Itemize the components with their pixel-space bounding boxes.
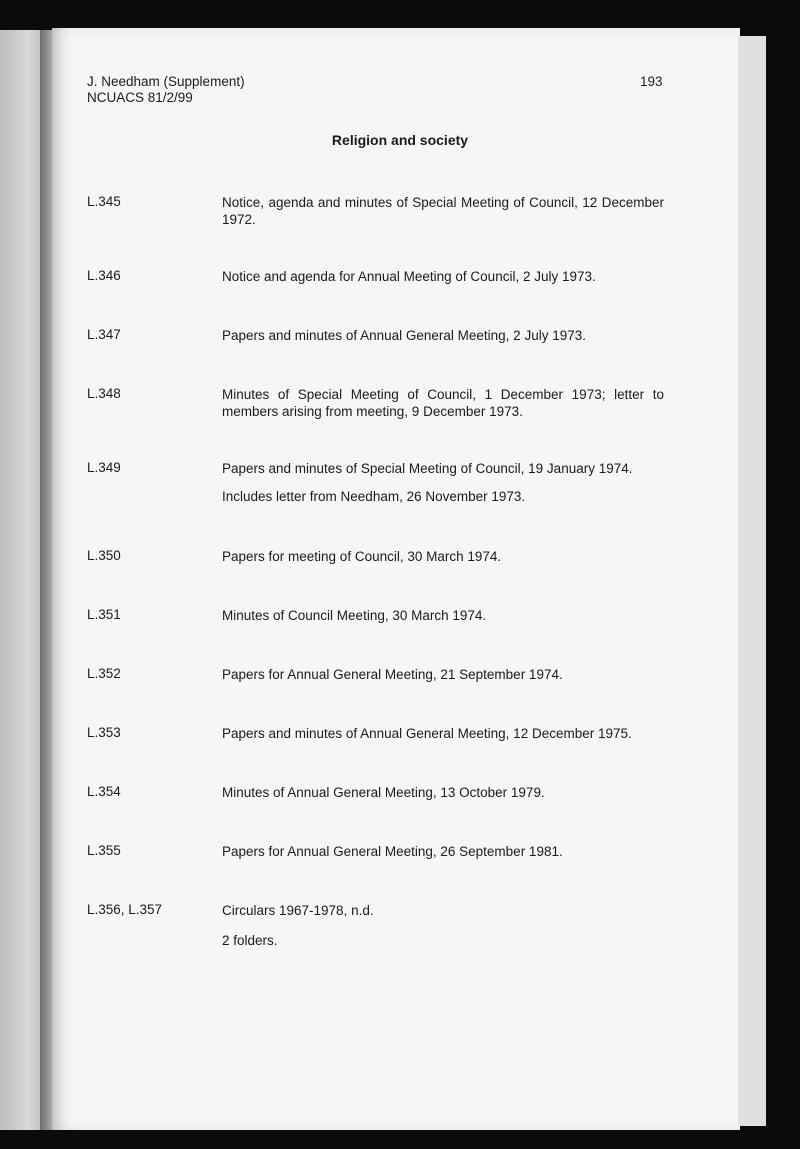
entry-reference: L.349 bbox=[87, 460, 121, 475]
entry-reference: L.350 bbox=[87, 548, 121, 563]
entry-description: Papers and minutes of Special Meeting of Council, 19 January 1974. bbox=[222, 461, 633, 476]
entry-description: Minutes of Special Meeting of Council, 1 December 1973; letter to members arising from meeting, 9 December 1973. bbox=[222, 387, 664, 419]
entry-note: Includes letter from Needham, 26 November 1973. bbox=[222, 489, 526, 504]
entry-description: Minutes of Council Meeting, 30 March 1974. bbox=[222, 608, 487, 623]
entry-reference: L.348 bbox=[87, 386, 121, 401]
entry-reference: L.354 bbox=[87, 784, 121, 799]
entry-description: Papers and minutes of Annual General Meeting, 2 July 1973. bbox=[222, 328, 586, 343]
entry-description: Papers and minutes of Annual General Meeting, 12 December 1975. bbox=[222, 726, 632, 741]
page-number: 193 bbox=[640, 74, 663, 89]
running-header bbox=[87, 74, 245, 106]
page-stack-edge bbox=[738, 36, 766, 1126]
entry-reference: L.356, L.357 bbox=[87, 902, 163, 917]
entry-description: Papers for Annual General Meeting, 26 September 1981. bbox=[222, 844, 563, 859]
header-title: J. Needham (Supplement) bbox=[87, 74, 245, 89]
entry-description: Papers for meeting of Council, 30 March 1974. bbox=[222, 549, 502, 564]
header-reference: NCUACS 81/2/99 bbox=[87, 90, 193, 105]
entry-description: Minutes of Annual General Meeting, 13 October 1979. bbox=[222, 785, 545, 800]
entry-reference: L.347 bbox=[87, 327, 121, 342]
entry-reference: L.355 bbox=[87, 843, 121, 858]
entry-description: Notice and agenda for Annual Meeting of Council, 2 July 1973. bbox=[222, 269, 596, 284]
entry-reference: L.346 bbox=[87, 268, 121, 283]
entry-description: Circulars 1967-1978, n.d. bbox=[222, 903, 374, 918]
entry-reference: L.345 bbox=[87, 194, 121, 209]
section-title: Religion and society bbox=[331, 132, 469, 148]
entry-description: Papers for Annual General Meeting, 21 September 1974. bbox=[222, 667, 563, 682]
entry-note: 2 folders. bbox=[222, 933, 278, 948]
entry-reference: L.352 bbox=[87, 666, 121, 681]
entry-description: Notice, agenda and minutes of Special Meeting of Council, 12 December 1972. bbox=[222, 195, 664, 227]
entry-reference: L.353 bbox=[87, 725, 121, 740]
entry-reference: L.351 bbox=[87, 607, 121, 622]
